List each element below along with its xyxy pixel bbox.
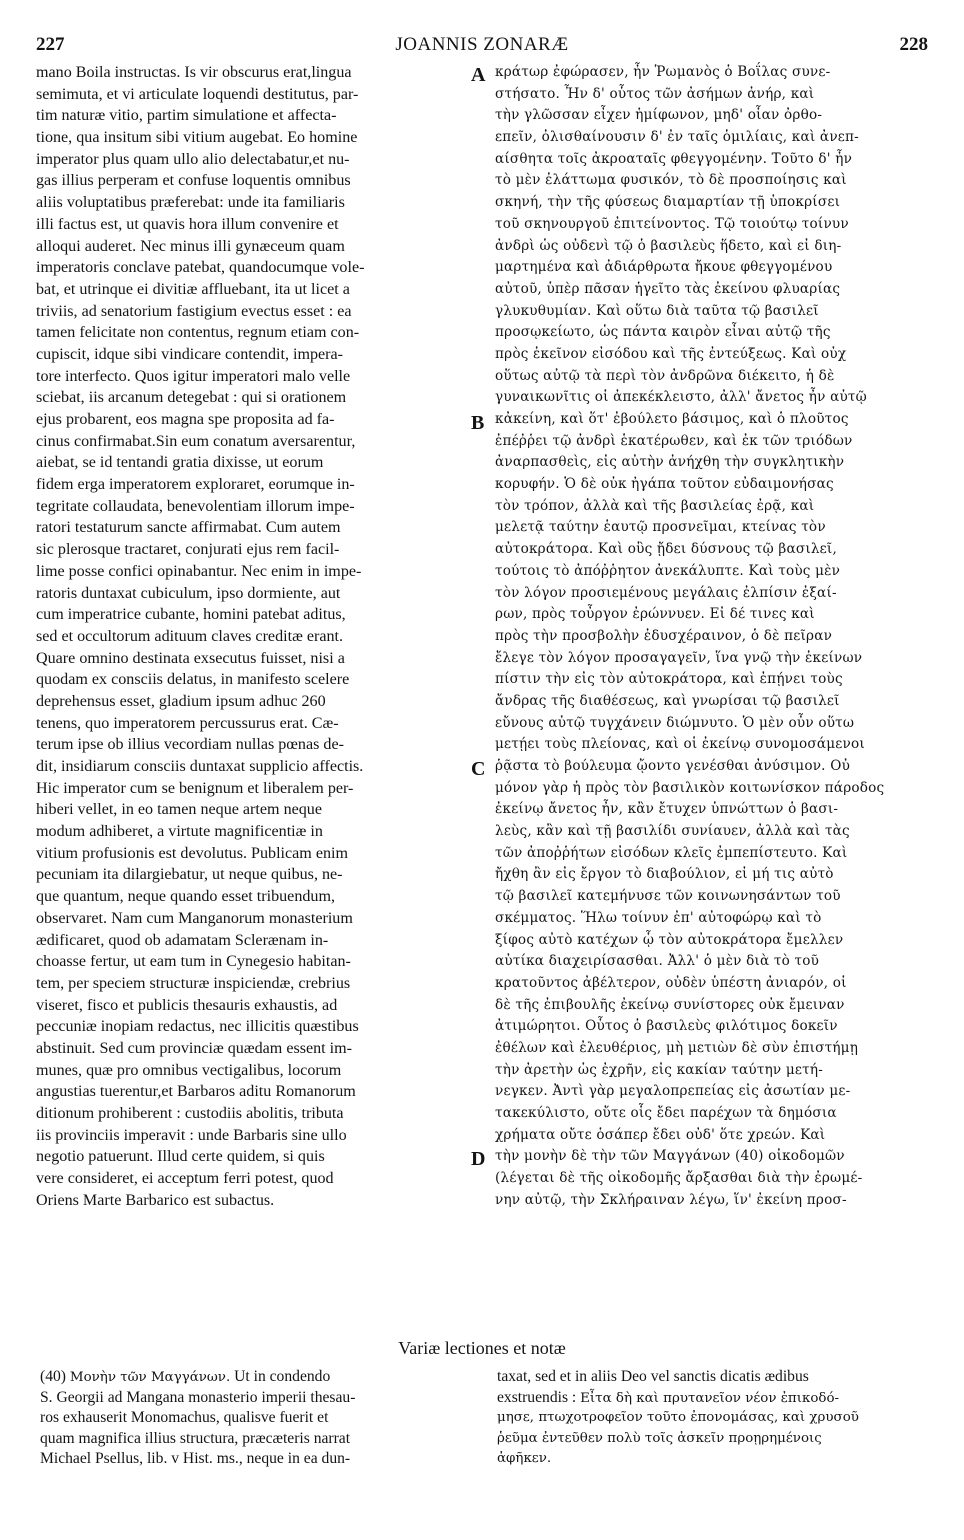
latin-text-line: peccuniæ inopiam redactus, nec illicitis quæstibus — [36, 1018, 359, 1036]
margin-marker-b: B — [471, 412, 485, 434]
greek-text-line: τῷ βασιλεῖ κατεμήνυσε τῶν κοινωνησάντων τοῦ — [495, 888, 841, 905]
notes-heading: Variæ lectiones et notæ — [398, 1338, 566, 1358]
greek-text-line: αὐτίκα διαχειρίσασθαι. Ἀλλ' ὁ μὲν διὰ τὸ τοῦ — [495, 953, 820, 970]
latin-text-line: semimuta, et vi articulate loquendi destitutus, par- — [36, 85, 359, 103]
latin-text-line: sciebat, iis arcanum detegebat : qui si orationem — [36, 389, 347, 407]
latin-text-line: tore interfecto. Quos igitur imperatori malo velle — [36, 367, 351, 385]
note-line: S. Georgii ad Mangana monasterio imperii thesau- — [40, 1388, 356, 1406]
note-line: taxat, sed et in aliis Deo vel sanctis dicatis ædibus — [497, 1368, 809, 1385]
latin-text-line: sic plerosque tractaret, conjurati ejus rem facil- — [36, 541, 340, 559]
latin-text-line: quodam ex consciis delatus, in manifesto scelere — [36, 671, 350, 689]
greek-text-line: ἤχθη ἂν εἰς ἔργον τὸ διαβούλιον, εἰ μή τις αὐτὸ — [495, 866, 834, 883]
greek-text-line: αὐτοκράτορα. Καὶ οὓς ᾔδει δύσνους τῷ βασιλεῖ, — [495, 541, 837, 558]
greek-text-line: μετῄει τοὺς πλείονας, καὶ οἱ ἐκείνῳ συνομοσάμενοι — [495, 736, 865, 753]
latin-text-line: vitium profusionis est devolutus. Publicam enim — [36, 844, 349, 862]
greek-text-line: ξίφος αὐτὸ κατέχων ᾧ τὸν αὐτοκράτορα ἔμελλεν — [495, 931, 844, 948]
greek-text-line: σκέμματος. Ἥλω τοίνυν ἐπ' αὐτοφώρῳ καὶ τὸ — [495, 909, 822, 926]
latin-text-line: imperatoris conclave patebat, quandocumque vole- — [36, 259, 365, 277]
note-line: ἀφῆκεν. — [497, 1451, 552, 1466]
latin-text-line: cupiscit, idque sibi vindicare contendit, impera- — [36, 345, 344, 363]
latin-text-line: gas illius perperam et confuse loquentis omnibus — [36, 172, 351, 190]
latin-text-line: aiebat, se id tentandi gratia dixisse, ut eorum — [36, 454, 324, 472]
greek-text-line: τὴν μονὴν δὲ τὴν τῶν Μαγγάνων (40) οἰκοδομῶν — [495, 1148, 845, 1165]
page-number-left: 227 — [36, 34, 65, 55]
note-lemma: Μονὴν τῶν Μαγγάνων. — [69, 1370, 231, 1385]
latin-text-line: abstinuit. Sed cum provinciæ quædam essent im- — [36, 1039, 353, 1057]
greek-text-line: τὸ μὲν ἐλάττωμα φυσικόν, τὸ δὲ προσποίησις καὶ — [495, 172, 847, 189]
greek-text-line: τούτοις τὸ ἀπόῤῥητον ἀνεκάλυπτε. Καὶ τοὺς μὲν — [495, 562, 841, 579]
greek-text-line: τὸν λόγον προσιεμένους μεγάλαις ἐλπίσιν ἐξαί- — [495, 584, 837, 601]
notes-right-column — [497, 1367, 929, 1470]
greek-text-line: κράτωρ ἐφώρασεν, ἦν Ῥωμανὸς ὁ Βοΐλας συνε- — [495, 64, 831, 80]
note-line: ῥεῦμα ἐντεῦθεν πολὺ τοῖς ἀσκεῖν προῃρημένοις — [497, 1430, 822, 1446]
greek-text-line: κἀκείνη, καὶ ὅτ' ἐβούλετο βάσιμος, καὶ ὁ πλοῦτος — [495, 411, 849, 427]
latin-text-line: tione, qua insitum sibi vitium augebat. Eo homine — [36, 129, 358, 147]
latin-text-line: vere consideret, ei acceptum ferri potest, quod — [36, 1170, 334, 1188]
latin-text-line: aliis voluptatibus præferebat: unde ita familiaris — [36, 194, 345, 212]
margin-marker-d: D — [471, 1148, 486, 1170]
latin-text-line: tegritate collaudata, benevolentiam illorum impe- — [36, 497, 355, 515]
greek-text-line: λεὺς, κἂν καὶ τῇ βασιλίδι συνίαυεν, ἀλλὰ καὶ τὰς — [495, 823, 850, 840]
latin-text-line: choasse fertur, ut eam tum in Cynegesio habitan- — [36, 953, 351, 971]
note-line: ros exhauserit Monomachus, qualisve fuerit et — [40, 1409, 329, 1426]
greek-text-line: οὕτως αὐτῷ τὰ περὶ τὸν ἀνδρῶνα διέκειτο, ἡ δὲ — [495, 367, 835, 384]
latin-text-line: imperator plus quam ullo alio delectabatur,et nu- — [36, 150, 350, 168]
greek-text-line: κορυφήν. Ὁ δὲ οὐκ ἠγάπα τοῦτον εὐδαιμονήσας — [495, 476, 834, 493]
note-line: quam magnifica illius structura, præcæteris narrat — [40, 1429, 351, 1447]
latin-text-line: ædificaret, quod ob adamatam Sclerænam in- — [36, 931, 329, 949]
latin-text-line: cinus confirmabat.Sin eum conatum aversarentur, — [36, 432, 356, 450]
greek-text-line: εὔνους αὐτῷ τυγχάνειν διώμνυτο. Ὁ μὲν οὖν οὕτω — [495, 714, 855, 731]
latin-text-line: illi factus est, ut quavis hora illum convenire et — [36, 215, 339, 233]
greek-text-line: ῥᾷστα τὸ βούλευμα ᾤοντο γενέσθαι ἀνύσιμον. Οὐ — [495, 758, 851, 774]
greek-text-line: κρατοῦντος ἀβέλτερον, οὐδὲν ὑπέστη ἀνιαρόν, οἱ — [495, 974, 847, 991]
latin-text-line: modum adhiberet, a virtute magnificentiæ in — [36, 823, 323, 841]
greek-text-line: νεγκεν. Ἀντὶ γὰρ μεγαλοπρεπείας εἰς ἀσωτίαν με- — [495, 1083, 851, 1100]
latin-text-line: iis provinciis imperavit : unde Barbaris sine ullo — [36, 1126, 347, 1144]
latin-text-line: triviis, ad senatorium fastigium evectus esset : ea — [36, 302, 352, 320]
latin-text-line: observaret. Nam cum Manganorum monasterium — [36, 909, 353, 927]
running-head — [36, 34, 928, 60]
notes-left-column — [40, 1367, 465, 1470]
note-line: Michael Psellus, lib. v Hist. ms., neque in ea dun- — [40, 1450, 351, 1467]
note-line: μησε, πτωχοτροφεῖον τοῦτο ἐπονομάσας, καὶ χρυσοῦ — [497, 1410, 859, 1425]
latin-text-line: tenens, quo imperatorem percussurus erat. Cæ- — [36, 714, 339, 732]
latin-text-line: ejus probarent, eos magna spe proposita ad fa- — [36, 411, 335, 428]
greek-text-line: μαρτημένα καὶ ἀδιάρθρωτα ἤκουε φθεγγομένου — [495, 259, 833, 276]
greek-text-line: τακεκύλιστο, οὔτε οἷς ἔδει παρέχων τὰ δημόσια — [495, 1105, 837, 1121]
latin-text-line: tem, per speciem structuræ inspiciendæ, crebrius — [36, 974, 351, 992]
greek-text-line: πίστιν τὴν εἰς τὸν αὐτοκράτορα, καὶ ἐπῄνει τοὺς — [495, 671, 843, 688]
latin-text-line: munes, quæ pro omnibus vectigalibus, locorum — [36, 1061, 342, 1079]
greek-text-line: ἀτιμώρητοι. Οὗτος ὁ βασιλεὺς φιλότιμος δοκεῖν — [495, 1018, 838, 1035]
greek-text-line: (λέγεται δὲ τῆς οἰκοδομῆς ἄρξασθαι διὰ τὴν ἐρωμέ- — [495, 1170, 863, 1187]
latin-text-line: Quare omnino destinata exsecutus fuisset, nisi a — [36, 649, 345, 667]
latin-text-line: ratori testaturum sancte affirmabat. Cum autem — [36, 519, 341, 537]
greek-text-line: δὲ τῆς ἐπιβουλῆς ἐκείνῳ συνίστορες οὐκ ἔμειναν — [495, 996, 845, 1013]
greek-text-line: τὴν γλῶσσαν εἶχεν ἡμίφωνον, μηδ' οἷαν ὀρθο- — [495, 107, 823, 124]
margin-marker-a: A — [471, 64, 486, 86]
greek-text-line: ἐπέῤῥει τῷ ἀνδρὶ ἑκατέρωθεν, καὶ ἐκ τῶν τριόδων — [495, 432, 853, 449]
greek-text-line: πρὸς τὴν προσβολὴν ἐδυσχέραινον, ὁ δὲ πεῖραν — [495, 627, 833, 644]
greek-text-line: πρὸς ἐκεῖνον εἰσόδου καὶ τῆς ἐντεύξεως. Καὶ οὐχ — [495, 345, 847, 362]
greek-text-line: προσῳκείωτο, ὡς πάντα καιρὸν εἶναι αὐτῷ τῆς — [495, 324, 831, 341]
note-number: (40) — [40, 1368, 70, 1385]
latin-text-line: fidem erga imperatorem exploraret, eorumque in- — [36, 476, 355, 494]
greek-text-line: σκηνή, τὴν τῆς φύσεως διαμαρτίαν τῇ ὑποκρίσει — [495, 194, 841, 211]
greek-text-line: ἄνδρας τῆς διαθέσεως, καὶ γνωρίσαι τῷ βασιλεῖ — [495, 692, 840, 709]
latin-text-line: angustias tuerentur,et Barbaros aditu Romanorum — [36, 1083, 356, 1101]
running-title: JOANNIS ZONARÆ — [395, 34, 569, 55]
latin-text-line: negotio patuerunt. Illud certe quidem, si quis — [36, 1148, 325, 1166]
latin-text-line: lime posse confici opinabantur. Nec enim in impe- — [36, 562, 362, 580]
latin-text-line: viseret, fisco et publicis thesauris exhaustis, ad — [36, 996, 338, 1014]
latin-text-line: Oriens Marte Barbarico est subactus. — [36, 1191, 275, 1209]
greek-text-line: ἐθέλων καὶ ἐλευθέριος, μὴ μετιὼν δὲ σὺν ἐπιστήμῃ — [495, 1039, 859, 1056]
latin-text-line: bat, et utrinque ei divitiæ affluebant, ita ut licet a — [36, 280, 350, 298]
page-number-right: 228 — [899, 34, 928, 55]
greek-text-line: γυναικωνῖτις οἱ ἀπεκέκλειστο, ἀλλ' ἄνετος ἦν αὐτῷ — [495, 389, 867, 406]
greek-text-line: ἀνδρὶ ὡς οὐδενὶ τῷ ὁ βασιλεὺς ἥδετο, καὶ εἰ διη- — [495, 237, 842, 254]
latin-text-line: ratoris duntaxat cubiculum, ipso dormiente, aut — [36, 584, 341, 602]
greek-text-line: γλυκυθυμίαν. Καὶ οὕτω διὰ ταῦτα τῷ βασιλεῖ — [495, 302, 819, 319]
latin-text-line: Hic imperator cum se benignum et liberalem per- — [36, 779, 354, 797]
margin-marker-c: C — [471, 758, 486, 780]
latin-text-line: deprehensus esset, gladium ipsum adhuc 260 — [36, 692, 326, 710]
latin-text-line: ditionum prohiberent : custodiis abolitis, tributa — [36, 1105, 344, 1122]
latin-text-line: que quantum, neque quando esset tribuendum, — [36, 888, 336, 906]
greek-column — [495, 62, 930, 1211]
latin-text-line: cum imperatrice cubante, homini patebat aditus, — [36, 606, 346, 624]
greek-text-line: μελετᾷ ταύτην ἑαυτῷ προσνεῖμαι, κτείνας τὸν — [495, 519, 826, 536]
greek-text-line: αίσθητα τοῖς ἀκροαταῖς φθεγγομένην. Τοῦτο δ' ἦν — [495, 150, 853, 167]
greek-text-line: στήσατο. Ἦν δ' οὗτος τῶν ἀσήμων ἀνήρ, καὶ — [495, 85, 815, 102]
note-text: exstruendis : — [497, 1388, 581, 1406]
greek-text-line: αὐτοῦ, ὑπὲρ πᾶσαν ἡγεῖτο τὰς ἐκείνου φλυαρίας — [495, 280, 841, 297]
latin-text-line: alloqui auderet. Nec minus illi gynæceum quam — [36, 237, 345, 255]
latin-text-line: tim naturæ vitio, partim simulatione et affecta- — [36, 107, 337, 125]
latin-column — [36, 62, 467, 1211]
greek-text-line: τοῦ σκηνουργοῦ ἐπιτείνοντος. Τῷ τοιούτῳ τοίνυν — [495, 215, 849, 232]
latin-text-line: mano Boila instructas. Is vir obscurus erat,lingua — [36, 64, 352, 81]
latin-text-line: terum ipse ob illius vecordiam nullas pœnas de- — [36, 736, 344, 754]
greek-text-line: ρων, πρὸς τοὖργον ἐρώννυεν. Εἰ δέ τινες καὶ — [495, 606, 815, 623]
greek-text-line: μόνον γὰρ ἡ πρὸς τὸν βασιλικὸν κοιτωνίσκον πάροδος — [495, 779, 885, 796]
greek-text-line: νην αὐτῷ, τὴν Σκλήραιναν λέγω, ἵν' ἐκείνη προσ- — [495, 1191, 847, 1208]
latin-text-line: sed et occultorum adituum claves creditæ erant. — [36, 627, 344, 645]
note-line — [40, 1367, 465, 1388]
greek-text-line: τὴν ἀρετὴν ὡς ἐχρῆν, εἰς κακίαν ταύτην μετή- — [495, 1061, 824, 1078]
note-quote: Εἶτα δὴ καὶ πρυτανεῖον νέον ἐπικοδό- — [580, 1390, 840, 1406]
greek-text-line: επεῖν, ὀλισθαίνουσιν δ' ἐν ταῖς ὁμιλίαις, καὶ ἀνεπ- — [495, 129, 859, 146]
latin-text-line: dit, insidiarum consciis duntaxat supplicio affectis. — [36, 758, 364, 775]
greek-text-line: ἐκείνῳ ἄνετος ἦν, κἂν ἔτυχεν ὑπνώττων ὁ βασι- — [495, 801, 839, 818]
note-text: Ut in condendo — [230, 1368, 331, 1385]
latin-text-line: tamen felicitate non contentus, regnum etiam con- — [36, 324, 360, 342]
greek-text-line: τῶν ἀποῤῥήτων εἰσόδων κλεῖς ἐμπεπίστευτο. Καὶ — [495, 844, 848, 861]
greek-text-line: τὸν τρόπον, ἀλλὰ καὶ τῆς βασιλείας ἐρᾷ, καὶ — [495, 497, 815, 514]
greek-text-line: ἀναρπασθεὶς, εἰς αὐτὴν ἀνήχθη τὴν συγκλητικὴν — [495, 454, 845, 471]
latin-text-line: pecuniam ita dilargiebatur, ut neque quibus, ne- — [36, 866, 343, 884]
greek-text-line: ἔλεγε τὸν λόγον προσαγαγεῖν, ἵνα γνῷ τὴν ἐκείνων — [495, 649, 863, 666]
greek-text-line: χρήματα οὔτε ὁσάπερ ἔδει οὐδ' ὅτε χρεών. Καὶ — [495, 1126, 826, 1143]
note-line — [497, 1388, 929, 1409]
latin-text-line: hiberi vellet, in eo tamen neque artem neque — [36, 801, 322, 819]
